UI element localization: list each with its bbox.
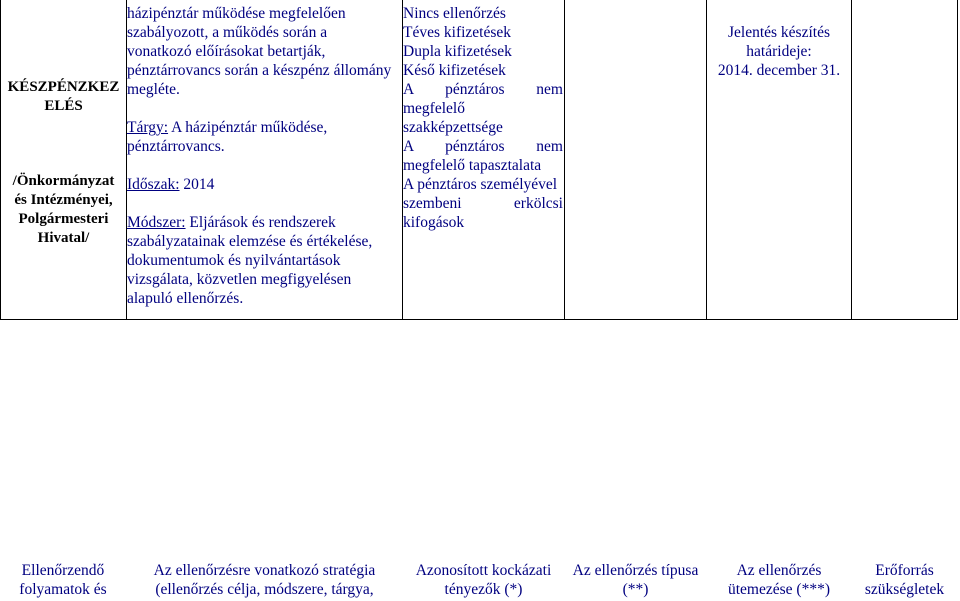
goal-line: pénztárrovancs során a készpénz állomány (127, 62, 392, 79)
spacer (127, 99, 401, 118)
footer-header-type (565, 561, 706, 601)
footer-header-line: (ellenőrzés célja, módszere, tárgya, (155, 581, 374, 598)
footer-header-line: folyamatok és (19, 581, 107, 598)
footer-header-resources (852, 561, 957, 601)
method-label: Módszer: (127, 214, 186, 231)
footer-header-line: Az ellenőrzés (736, 562, 822, 579)
method-text: Eljárások és rendszerek (185, 214, 336, 231)
footer-header-line: Erőforrás (875, 562, 934, 579)
risk-factors-cell (403, 4, 563, 232)
spacer (2, 116, 125, 172)
subject-line (127, 118, 401, 137)
subject-label: Tárgy: (127, 119, 169, 136)
table-border-col3 (564, 0, 565, 320)
period-line (127, 175, 401, 194)
schedule-line: 2014. december 31. (717, 62, 841, 79)
risk-line: A pénztáros személyével (403, 176, 558, 193)
organization-line: Polgármesteri (18, 211, 109, 227)
footer-header-processes (0, 561, 126, 601)
table-border-col4 (706, 0, 707, 320)
schedule-line: határideje: (746, 43, 812, 60)
risk-line: A pénztáros nem (403, 81, 563, 98)
goal-line: megléte. (127, 81, 180, 98)
risk-line: szakképzettsége (403, 119, 503, 136)
organization-line: /Önkormányzat (12, 173, 115, 189)
table-border-bottom (0, 319, 958, 320)
period-text: 2014 (179, 176, 215, 193)
footer-header-strategy (127, 561, 402, 601)
table-border-right (957, 0, 958, 320)
risk-line: megfelelő tapasztalata (403, 157, 542, 174)
footer-header-line: szükségletek (864, 581, 945, 598)
process-name-line: KÉSZPÉNZKEZ (7, 79, 120, 95)
risk-line: Nincs ellenőrzés (403, 5, 506, 22)
subject-text: A házipénztár működése, (168, 119, 328, 136)
schedule-cell (708, 23, 850, 80)
footer-header-schedule (707, 561, 851, 601)
spacer (127, 194, 401, 213)
table-border-col5 (851, 0, 852, 320)
method-line: vizsgálata, közvetlen megfigyelésen (127, 271, 352, 288)
risk-line: Késő kifizetések (403, 62, 506, 79)
schedule-line: Jelentés készítés (727, 24, 830, 41)
footer-header-line: Ellenőrzendő (21, 562, 105, 579)
footer-header-line: Azonosított kockázati (415, 562, 552, 579)
footer-header-line: (**) (622, 581, 649, 598)
organization-line: Hivatal/ (37, 230, 90, 246)
risk-line: A pénztáros nem (403, 138, 563, 155)
process-name-line: ELÉS (44, 98, 83, 114)
spacer (127, 156, 401, 175)
organization-line: és Intézményei, (14, 192, 113, 208)
goal-line: vonatkozó előírásokat betartják, (127, 43, 326, 60)
strategy-cell (127, 4, 401, 308)
risk-line: Dupla kifizetések (403, 43, 512, 60)
footer-header-line: Az ellenőrzésre vonatkozó stratégia (153, 562, 376, 579)
footer-header-line: ütemezése (***) (728, 581, 830, 598)
period-label: Időszak: (127, 176, 180, 193)
goal-line: szabályozott, a működés során a (127, 24, 328, 41)
footer-header-line: Az ellenőrzés típusa (572, 562, 699, 579)
subject-line-2: pénztárrovancs. (127, 138, 225, 155)
method-line: dokumentumok és nyilvántartások (127, 252, 341, 269)
footer-header-line: tényezők (*) (444, 581, 523, 598)
method-line: szabályzatainak elemzése és értékelése, (127, 233, 373, 250)
risk-line: szembeni erkölcsi (403, 195, 563, 212)
method-line: alapuló ellenőrzés. (127, 290, 244, 307)
risk-line: Téves kifizetések (403, 24, 512, 41)
table-border-left (0, 0, 1, 320)
footer-header-risk (403, 561, 564, 601)
risk-line: kifogások (403, 214, 465, 231)
method-line (127, 213, 401, 232)
risk-line: megfelelő (403, 100, 465, 117)
goal-line: házipénztár működése megfelelően (127, 5, 346, 22)
process-name-cell (2, 78, 125, 248)
